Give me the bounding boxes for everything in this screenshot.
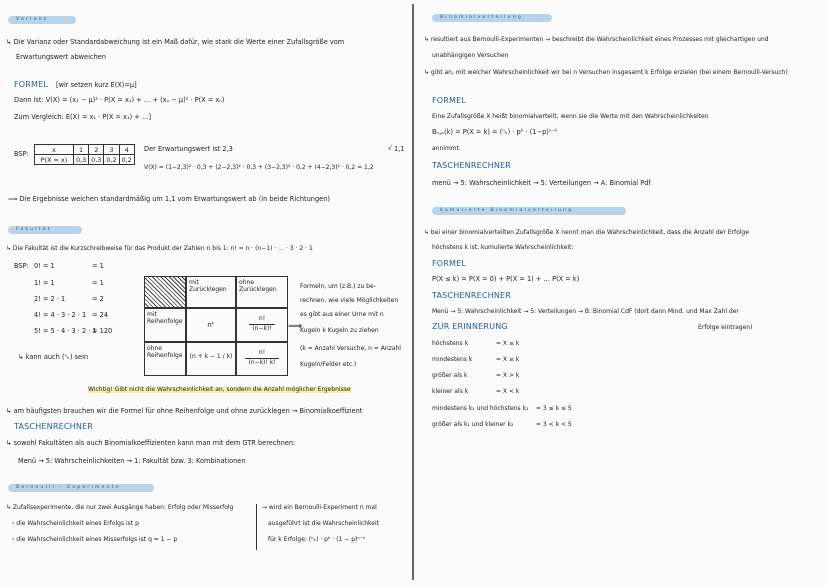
bernoulli-formula: für k Erfolge: (ⁿₖ) · pᵏ · (1 − p)ⁿ⁻ᵏ (268, 536, 366, 543)
example-line: 1! = 1 (34, 279, 55, 287)
explain-line: Kugeln/Felder etc.) (300, 361, 357, 368)
table-row (35, 145, 135, 155)
bernoulli-divider (256, 504, 257, 550)
bernoulli-line: → wird ein Bernoulli-Experiment n mal (262, 504, 377, 511)
binomial-formel-line: annimmt. (432, 145, 461, 152)
hatched-corner (144, 276, 186, 308)
fakultaet-bsp-label: BSP: (14, 262, 29, 270)
varianz-formel-title: FORMEL (14, 80, 49, 89)
kumuliert-line: höchstens k ist, kumulierte Wahrscheinlichkeit: (432, 244, 574, 251)
binomial-line: ↳ resultiert aus Bernoulli-Experimenten → beschreibt die Wahrscheinlichkeit eines Prozesses mit gleichartigen und (424, 36, 769, 43)
term-label: höchstens k (432, 340, 469, 347)
bsp-label: BSP: (14, 150, 29, 158)
distribution-table (34, 144, 135, 165)
term-label: mindestens k (432, 356, 473, 363)
bernoulli-line: › die Wahrscheinlichkeit eines Misserfolgs ist q = 1 − p (12, 536, 178, 543)
example-result: = 1 (92, 262, 104, 270)
binomial-formel-line: Eine Zufallsgröße X heißt binomialverteilt, wenn sie die Werte mit den Wahrscheinlichkeiten (432, 113, 709, 120)
varianz-formel-note: [wir setzen kurz E(X)=μ] (56, 81, 137, 89)
taschenrechner-intro: ↳ sowohl Fakultäten als auch Binomialkoeffizienten kann man mit dem GTR berechnen: (6, 439, 296, 447)
haeufigsten-note: ↳ am häufigsten brauchen wir die Formel für ohne Reihenfolge und ohne zurücklegen → Binomialkoeffizient (6, 407, 363, 415)
varianz-intro: ↳ Die Varianz oder Standardabweichung ist ein Maß dafür, wie stark die Werte einer Zufallsgröße vom (6, 38, 345, 46)
bernoulli-line: ausgeführt ist die Wahrscheinlichkeit (268, 520, 379, 527)
cell-combination (236, 342, 288, 376)
binomial-line: unabhängigen Versuchen (432, 52, 509, 59)
binomial-formel-title: FORMEL (432, 96, 467, 105)
table-cell: 4 (119, 145, 134, 155)
term-label: größer als k₁ und kleiner k₂ (432, 421, 514, 428)
example-line: 4! = 4 · 3 · 2 · 1 (34, 311, 87, 319)
table-cell: 1 (74, 145, 89, 155)
term-label: größer als k (432, 372, 468, 379)
kann-auch-note: ↳ kann auch (ⁿₖ) sein (18, 353, 89, 361)
table-cell: 2 (89, 145, 104, 155)
erwartungswert-vergleich: Zum Vergleich: E(X) = x₁ · P(X = x₁) + …] (14, 113, 152, 121)
binomial-header: Binomialverteilung (432, 14, 552, 22)
variance-calculation: V(X) = (1−2,3)² · 0,3 + (2−2,3)² · 0,3 + (3−2,3)² · 0,2 + (4−2,3)² · 0,2 = 1,2 (144, 164, 374, 171)
term-expression: = 3 < k < 5 (536, 421, 572, 428)
fraction-denominator: (n−k)! (249, 324, 275, 332)
example-result: = 24 (92, 311, 109, 319)
example-line: 2! = 2 · 1 (34, 295, 66, 303)
bernoulli-header: Bernoulli - Experimente (8, 484, 154, 492)
sqrt-value: 1,1 (394, 145, 405, 153)
row-header-mit: mit Reihenfolge (144, 308, 186, 342)
table-cell: P(X = x) (35, 155, 74, 165)
example-line: 0! = 1 (34, 262, 55, 270)
kumuliert-formula: P(X ≤ k) = P(X = 0) + P(X = 1) + … P(X = k) (432, 275, 580, 283)
explain-line: Kugeln k Kugeln zu ziehen (300, 327, 379, 334)
term-expression: = X < k (496, 388, 520, 395)
cell-binom-repeat: (n + k − 1 / k) (186, 342, 236, 376)
varianz-header: Varianz (8, 16, 76, 24)
cell-n-hoch-k: nᵏ (186, 308, 236, 342)
binomial-formula: Bₙ,ₚ(k) = P(X = k) = (ⁿₖ) · pᵏ · (1−p)ⁿ⁻ᵏ (432, 128, 558, 136)
fraction-numerator: n! (258, 349, 266, 356)
explain-line: Formeln, um (z.B.) zu be- (300, 283, 376, 290)
varianz-intro-cont: Erwartungswert abweichen (16, 53, 106, 61)
fraction-numerator: n! (258, 315, 266, 322)
binomial-tr-title: TASCHENRECHNER (432, 161, 512, 170)
table-cell: x (35, 145, 74, 155)
erinnerung-title: ZUR ERINNERUNG (432, 322, 508, 331)
varianz-conclusion: ⟹ Die Ergebnisse weichen standardmäßig um 1,1 vom Erwartungswert ab (in beide Richtungen) (8, 195, 330, 203)
varianz-formula: Dann ist: V(X) = (x₁ − μ)² · P(X = x₁) + … + (xₙ − μ)² · P(X = xₙ) (14, 96, 225, 104)
term-expression: = X > k (496, 372, 520, 379)
term-label: kleiner als k (432, 388, 469, 395)
example-result: = 1 (92, 279, 104, 287)
kumuliert-tr-path: Menü → 5: Wahrscheinlichkeit → 5: Verteilungen → B: Binomial CdF (dort dann Mind. und Max Zahl der (432, 308, 739, 315)
term-expression: = X ≥ k (496, 356, 520, 363)
fakultaet-intro: ↳ Die Fakultät ist die Kurzschreibweise für das Produkt der Zahlen n bis 1: n! = n · (n−1) · … · 3 · 2 · 1 (6, 245, 313, 252)
table-cell: 0,2 (104, 155, 119, 165)
arrow-icon: ⟹ (288, 321, 303, 332)
example-result: = 120 (92, 327, 113, 335)
col-header-mit: mit Zurücklegen (186, 276, 236, 308)
binomial-tr-path: menü → 5: Wahrscheinlichkeit → 5: Verteilungen → A: Binomial Pdf (432, 179, 651, 187)
term-expression: = 3 ≤ k ≤ 5 (536, 405, 572, 412)
kumuliert-header: kumulierte Binomialverteilung (432, 207, 626, 215)
col-header-ohne: ohne Zurücklegen (236, 276, 288, 308)
kumuliert-formel-title: FORMEL (432, 259, 467, 268)
table-cell: 0,2 (119, 155, 134, 165)
kumuliert-tr-path-cont: Erfolge eintragen) (698, 324, 753, 331)
example-line: 5! = 5 · 4 · 3 · 2 · 1 (34, 327, 97, 335)
binomial-line: ↳ gibt an, mit welcher Wahrscheinlichkeit wir bei n Versuchen insgesamt k Erfolge erzielen (bei einem Bernoulli-Versuch) (424, 69, 788, 76)
term-label: mindestens k₁ und höchstens k₂ (432, 405, 529, 412)
fraction-denominator: (n−k)! k! (245, 358, 279, 366)
right-page (414, 0, 828, 586)
kumuliert-tr-title: TASCHENRECHNER (432, 291, 512, 300)
bernoulli-line: › die Wahrscheinlichkeit eines Erfolgs ist p (12, 520, 139, 527)
table-cell: 0,3 (89, 155, 104, 165)
taschenrechner-path: Menü → 5: Wahrscheinlichkeiten → 1: Fakultät bzw. 3: Kombinationen (18, 457, 246, 465)
explain-line: rechnen, wie viele Möglichkeiten (300, 297, 399, 304)
table-cell: 3 (104, 145, 119, 155)
kumuliert-line: ↳ bei einer binomialverteilten Zufallsgröße X nennt man die Wahrscheinlichkeit, dass die Anzahl der Erfolge (424, 229, 749, 236)
explain-line: es gibt aus einer Urne mit n (300, 311, 384, 318)
erwartungswert-note: Der Erwartungswert ist 2,3 (144, 145, 233, 153)
table-cell: 0,3 (74, 155, 89, 165)
wichtig-note: Wichtig! Gibt nicht die Wahrscheinlichkeit an, sondern die Anzahl möglicher Ergebnisse (88, 386, 351, 393)
row-header-ohne: ohne Reihenfolge (144, 342, 186, 376)
bernoulli-line: ↳ Zufallsexperimente, die nur zwei Ausgänge haben: Erfolg oder Misserfolg (6, 504, 234, 511)
example-result: = 2 (92, 295, 104, 303)
taschenrechner-title: TASCHENRECHNER (14, 422, 94, 431)
fakultaet-header: Fakultät (8, 226, 82, 234)
cell-permutation (236, 308, 288, 342)
sqrt-label: √ (388, 144, 393, 152)
term-expression: = X ≤ k (496, 340, 520, 347)
explain-line: (k = Anzahl Versuche, n = Anzahl (300, 345, 401, 352)
table-row (35, 155, 135, 165)
